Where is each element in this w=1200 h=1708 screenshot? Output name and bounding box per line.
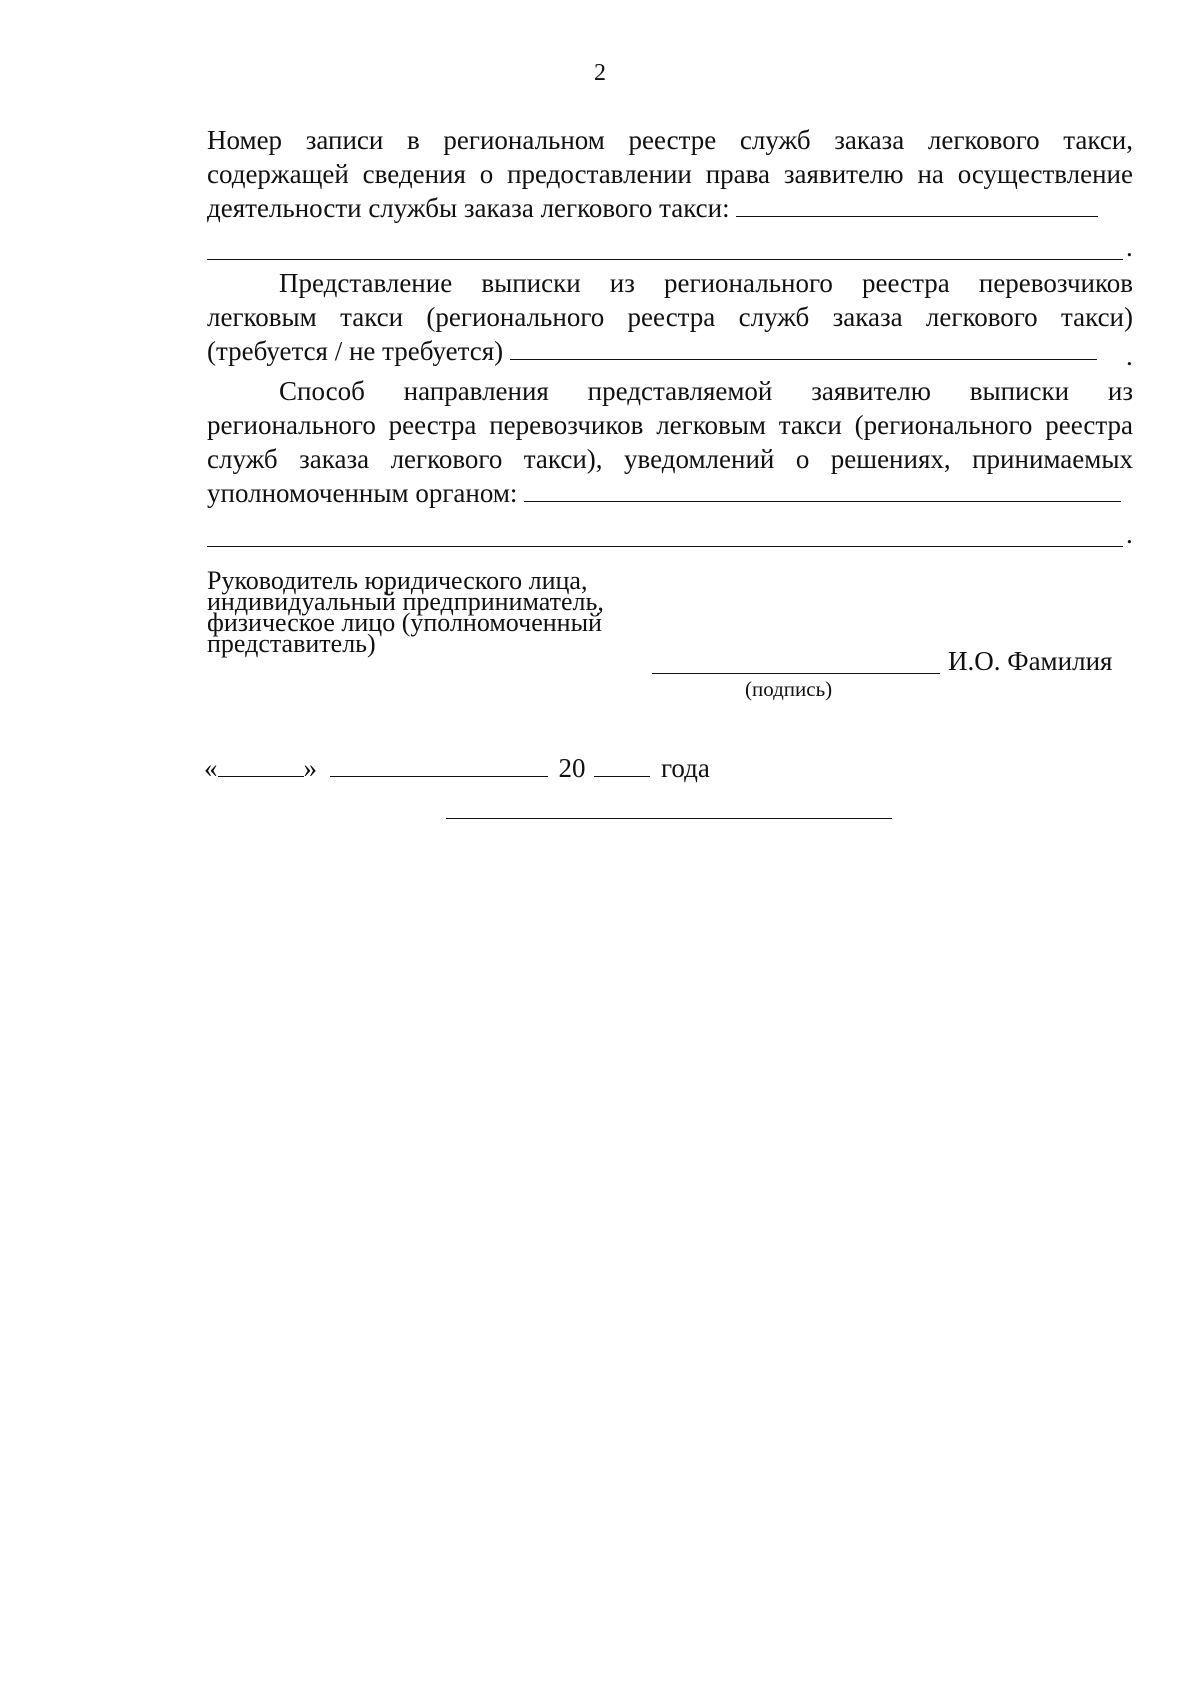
signatory-role xyxy=(207,566,604,658)
para1-line1: Номер записи в региональном реестре служб заказа легкового такси, xyxy=(207,125,1133,155)
date-row xyxy=(204,752,710,784)
para1-line3 xyxy=(207,191,1133,225)
para2-line2: легковым такси (регионального реестра служб заказа легкового такси) xyxy=(207,302,1133,332)
extract-required-field[interactable] xyxy=(510,337,1097,360)
page-number: 2 xyxy=(594,60,606,86)
date-year-suffix: года xyxy=(661,753,710,783)
para2-line3 xyxy=(207,334,1133,368)
para1-line2: содержащей сведения о предоставлении права заявителю на осуществление xyxy=(207,159,1133,189)
period-2: . xyxy=(1126,341,1133,371)
date-year-prefix: 20 xyxy=(558,753,586,783)
registry-record-paragraph xyxy=(207,123,1133,225)
signatory-role-line1: Руководитель юридического лица, xyxy=(207,566,588,595)
para2-line3-text: (требуется / не требуется) xyxy=(207,336,504,366)
signature-caption: (подпись) xyxy=(745,677,833,701)
date-open-quote: « xyxy=(204,753,218,783)
date-close-quote: » xyxy=(303,753,317,783)
extract-required-paragraph xyxy=(207,266,1133,368)
delivery-method-field[interactable] xyxy=(524,479,1121,502)
para2-line1: Представление выписки из регионального реестра перевозчиков xyxy=(279,268,1133,298)
signatory-name: И.О. Фамилия xyxy=(948,646,1113,676)
signatory-role-line4: представитель) xyxy=(207,629,376,658)
delivery-method-continuation-field[interactable] xyxy=(207,546,1123,547)
date-month-field[interactable] xyxy=(330,752,548,777)
document-end-divider xyxy=(446,818,892,819)
para3-line2: регионального реестра перевозчиков легковым такси (регионального реестра xyxy=(207,410,1133,440)
period-3: . xyxy=(1126,519,1133,549)
signatory-role-line3: физическое лицо (уполномоченный xyxy=(207,608,602,637)
para3-line3: служб заказа легкового такси), уведомлений о решениях, принимаемых xyxy=(207,444,1133,474)
para3-line1: Способ направления представляемой заявителю выписки из xyxy=(279,376,1133,406)
signature-field[interactable] xyxy=(652,673,940,674)
para3-line4 xyxy=(207,476,1133,510)
signatory-role-line2: индивидуальный предприниматель, xyxy=(207,587,604,616)
registry-record-number-continuation-field[interactable] xyxy=(207,259,1123,260)
period-1: . xyxy=(1126,232,1133,262)
para3-line4-text: уполномоченным органом: xyxy=(207,478,518,508)
date-year-field[interactable] xyxy=(594,752,650,777)
registry-record-number-field[interactable] xyxy=(736,194,1098,217)
date-day-field[interactable] xyxy=(218,752,304,777)
delivery-method-paragraph xyxy=(207,374,1133,510)
para1-line3-text: деятельности службы заказа легкового такси: xyxy=(207,193,730,223)
